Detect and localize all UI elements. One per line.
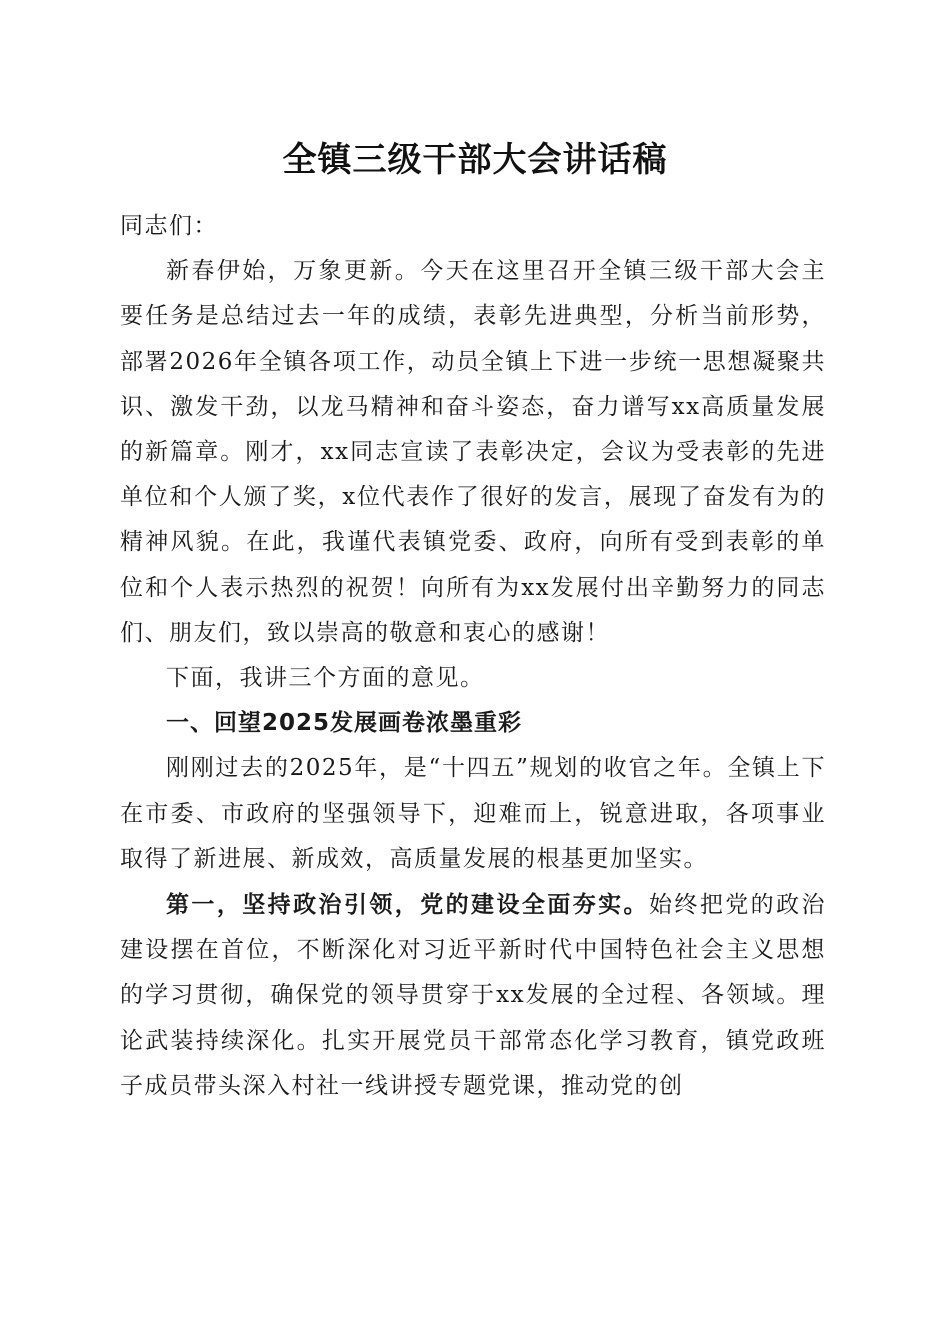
document-body [120,204,826,1109]
paragraph-outline: 下面，我讲三个方面的意见。 [166,665,485,692]
paragraph-review: 刚刚过去的2025年，是“十四五”规划的收官之年。全镇上下在市委、市政府的坚强领导下，迎难而上，锐意进取，各项事业取得了新进展、新成效，高质量发展的根基更加坚实。 [120,755,826,872]
salutation: 同志们： [120,213,218,239]
paragraph-body-text: 始终把党的政治建设摆在首位，不断深化对习近平新时代中国特色社会主义思想的学习贯彻，确保党的领导贯穿于xx发展的全过程、各领域。理论武装持续深化。扎实开展党员干部常态化学习教育，镇党政班子成员带头深入村社一线讲授专题党课，推动党的创 [120,892,827,1099]
paragraph-lead-sentence: 第一，坚持政治引领，党的建设全面夯实。 [166,891,649,919]
paragraph-political-leadership [120,882,826,1109]
paragraph-opening: 新春伊始，万象更新。今天在这里召开全镇三级干部大会主要任务是总结过去一年的成绩，表彰先进典型，分析当前形势，部署2026年全镇各项工作，动员全镇上下进一步统一思想凝聚共识、激发干劲，以龙马精神和奋斗姿态，奋力谱写xx高质量发展的新篇章。刚才，xx同志宣读了表彰决定，会议为受表彰的先进单位和个人颁了奖，x位代表作了很好的发言，展现了奋发有为的精神风貌。在此，我谨代表镇党委、政府，向所有受到表彰的单位和个人表示热烈的祝贺！向所有为xx发展付出辛勤努力的同志们、朋友们，致以崇高的敬意和衷心的感谢！ [120,258,826,646]
document-title: 全镇三级干部大会讲话稿 [282,140,668,180]
section-heading-1: 一、回望2025发展画卷浓墨重彩 [166,710,523,737]
